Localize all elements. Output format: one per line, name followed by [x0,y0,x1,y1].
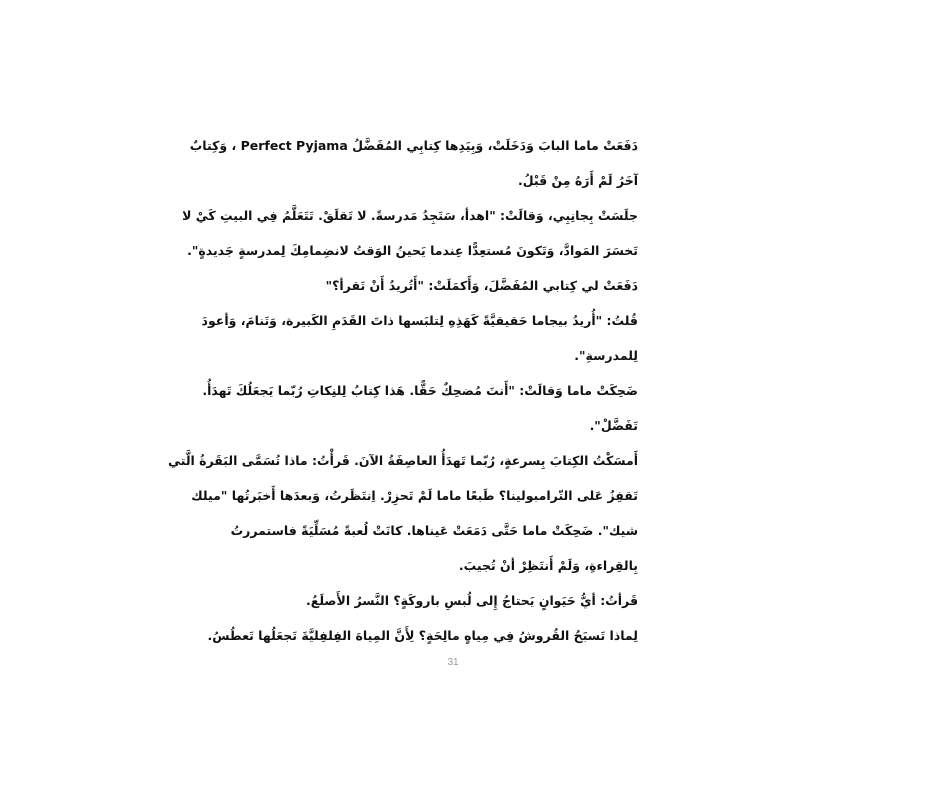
page-number: 31 [447,657,459,668]
text-line-3: جلَسَتْ بِجانِبِي، وَقالَتْ: "اهدأ، سَتَجِدُ مَدرسةً. لا تَقلَقْ. تَتَعَلَّمُ فِي البيتِ كَيْ لا [182,208,638,223]
text-line-13: بِالقِراءةِ، وَلَمْ أَنتَظِرْ أنْ تُجيبَ. [458,558,638,573]
text-line-9: تَفَضَّلْ". [589,418,638,433]
text-line-8: ضَحِكَتْ ماما وَقالَتْ: "أَنتَ مُضحِكٌ حَقًّا. هَذا كِتابُ لِلنِكاتِ رُبّما يَجعَلُكَ تَهدَأُ. [202,383,638,398]
story-text [168,128,638,653]
text-line-5: دَفَعَتْ لي كِتابي المُفَضَّلَ، وَأَكمَلَتْ: "أَتُريدُ أَنْ تَقرأ؟" [325,278,638,293]
text-line-7: لِلمدرسةِ". [574,348,638,363]
text-line-4: تَخسَرَ المَوادَّ، وَتَكونَ مُستعِدًّا عِندما يَحينُ الوَقتُ لانضِمامِكَ لِمدرسةٍ جَديدةٍ". [187,243,638,258]
text-line-6: قُلتُ: "أُريدُ بيجاما حَقيقيَّةً كَهَذِهِ لِتلبَسها ذاتَ القَدَمِ الكَبيرة، وَتَنامَ، وَأعودَ [201,313,638,328]
text-line-2: آخَرُ لَمْ أَرَهُ مِنْ قَبْلُ. [517,173,638,188]
text-line-11: تَقفِزُ عَلى التّرامبولينا؟ طَبعًا ماما لَمْ تَحزِرْ. اِنتَظَرتُ، وَبعدَها أَخبَرتُها "ميلك [191,488,638,503]
text-line-1: دَفَعَتْ ماما البابَ وَدَخَلَتْ، وَبِيَدِها كِتابِي المُفَضَّلُ Perfect Pyjama ، وَكِتابٌ [189,138,638,153]
text-line-12: شيك". ضَحِكَتْ ماما حَتَّى دَمَعَتْ عَيناها. كانَتْ لُعبةً مُسَلِّيَةً فاستمررتُ [230,523,638,538]
text-line-10: أَمسَكْتُ الكِتابَ بِسرعةٍ، رُبّما تَهدَأُ العاصِفَةُ الآنَ. قَرأْتُ: ماذا تُسَمَّى البَقَرةُ الَّتي [168,453,638,468]
text-line-15: لِماذا تَسبَحُ القُروشُ فِي مِياهٍ مالِحَةٍ؟ لِأَنَّ المِياهَ الفِلفِليَّةَ تَجعَلُها تَعطُسُ. [207,628,638,643]
text-line-14: قَرأتُ: أيُّ حَيَوانٍ يَحتاجُ إِلى لُبسِ باروكَةٍ؟ النَّسرُ الأَصلَعُ. [306,593,638,608]
